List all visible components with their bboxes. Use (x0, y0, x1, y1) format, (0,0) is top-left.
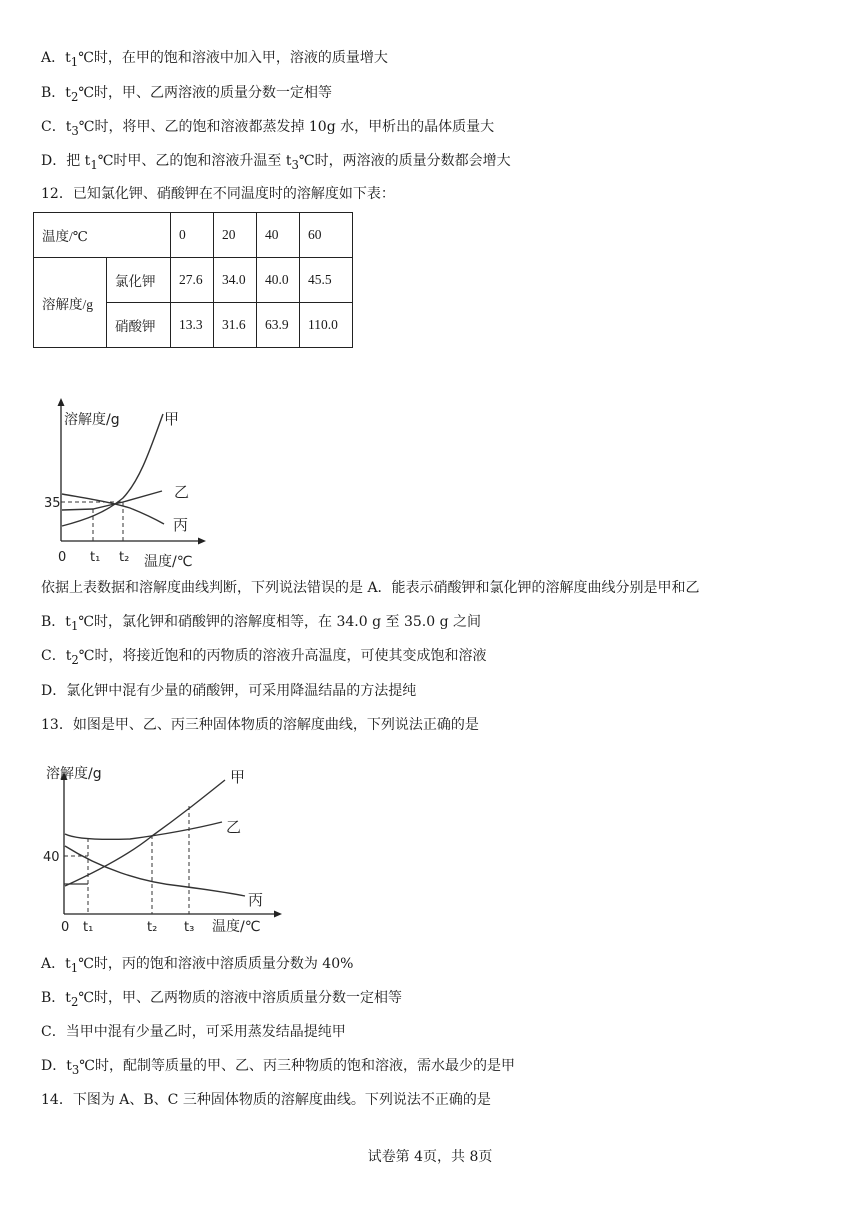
solubility-header: 溶解度/g (34, 258, 107, 348)
y-axis-label: 溶解度/g (64, 412, 120, 428)
table-cell: 63.9 (257, 303, 300, 348)
x-axis-arrow (274, 911, 282, 918)
y-tick-label: 40 (43, 850, 60, 865)
x-axis-arrow (198, 538, 206, 545)
q13-option-a: A．$t_1℃$时，丙的饱和溶液中溶质质量分数为 40% (41, 956, 354, 975)
x-tick-label: t₂ (147, 920, 158, 935)
table-cell: 31.6 (214, 303, 257, 348)
q12-stem: 12．已知氯化钾、硝酸钾在不同温度时的溶解度如下表： (41, 186, 395, 202)
q13-option-d: D．$t_3℃$时，配制等质量的甲、乙、丙三种物质的饱和溶液，需水最少的是甲 (41, 1058, 515, 1077)
x-axis-label: 温度/℃ (144, 554, 193, 570)
origin-label: 0 (61, 920, 70, 935)
curve-label-yi: 乙 (226, 818, 242, 836)
table-cell: 13.3 (171, 303, 214, 348)
temp-cell: 0 (171, 213, 214, 258)
curve-bing (65, 846, 245, 896)
q12-option-d: D．氯化钾中混有少量的硝酸钾，可采用降温结晶的方法提纯 (41, 683, 417, 699)
q11-option-b: B．$t_2℃$时，甲、乙两溶液的质量分数一定相等 (41, 85, 333, 104)
substance-name: 硝酸钾 (107, 303, 171, 348)
temp-cell: 20 (214, 213, 257, 258)
curve-jia (65, 780, 225, 886)
q11-option-a: A．$t_1℃$时，在甲的饱和溶液中加入甲，溶液的质量增大 (41, 50, 388, 69)
q11-option-c: C．$t_3℃$时，将甲、乙的饱和溶液都蒸发掉 10g 水，甲析出的晶体质量大 (41, 119, 495, 138)
q12-option-c: C．$t_2℃$时，将接近饱和的丙物质的溶液升高温度，可使其变成饱和溶液 (41, 648, 487, 667)
q13-option-c: C．当甲中混有少量乙时，可采用蒸发结晶提纯甲 (41, 1024, 346, 1040)
table-cell: 40.0 (257, 258, 300, 303)
temp-cell: 60 (300, 213, 353, 258)
y-tick-label: 35 (44, 496, 61, 511)
q13-solubility-figure (40, 760, 290, 938)
q12-option-b: B．$t_1℃$时，氯化钾和硝酸钾的溶解度相等，在 34.0 g 至 35.0 g 之间 (41, 614, 481, 633)
solubility-table (33, 212, 353, 348)
table-cell: 45.5 (300, 258, 353, 303)
page-footer: 试卷第 4页，共 8页 (367, 1149, 493, 1165)
table-cell: 110.0 (300, 303, 353, 348)
x-tick-label: t₃ (184, 920, 195, 935)
q14-stem: 14．下图为 A、B、C 三种固体物质的溶解度曲线。下列说法不正确的是 (41, 1092, 491, 1108)
temp-header: 温度/℃ (34, 213, 171, 258)
y-axis-label: 溶解度/g (46, 766, 102, 782)
curve-label-bing: 丙 (248, 891, 264, 909)
x-tick-label: t₁ (83, 920, 94, 935)
x-axis-label: 温度/℃ (212, 919, 261, 935)
temp-cell: 40 (257, 213, 300, 258)
x-tick-label: t₂ (119, 550, 130, 565)
substance-name: 氯化钾 (107, 258, 171, 303)
table-cell: 34.0 (214, 258, 257, 303)
y-axis-arrow (58, 398, 65, 406)
curve-label-jia: 甲 (164, 410, 180, 428)
q13-option-b: B．$t_2℃$时，甲、乙两物质的溶液中溶质质量分数一定相等 (41, 990, 403, 1009)
curve-yi (62, 491, 162, 510)
x-tick-label: t₁ (90, 550, 101, 565)
q11-option-d: D．把 $t_1℃$时甲、乙的饱和溶液升温至 $t_3℃$时，两溶液的质量分数都会增大 (41, 153, 511, 172)
curve-label-yi: 乙 (174, 483, 190, 501)
q12-solubility-figure (30, 398, 220, 570)
curve-label-jia: 甲 (230, 768, 246, 786)
curve-label-bing: 丙 (173, 516, 189, 534)
q12-judge-line: 依据上表数据和溶解度曲线判断，下列说法错误的是 A．能表示硝酸钾和氯化钾的溶解度曲线分别是甲和乙 (41, 580, 700, 596)
origin-label: 0 (58, 550, 67, 565)
table-cell: 27.6 (171, 258, 214, 303)
q13-stem: 13．如图是甲、乙、丙三种固体物质的溶解度曲线，下列说法正确的是 (41, 717, 479, 733)
curve-yi (65, 822, 222, 839)
